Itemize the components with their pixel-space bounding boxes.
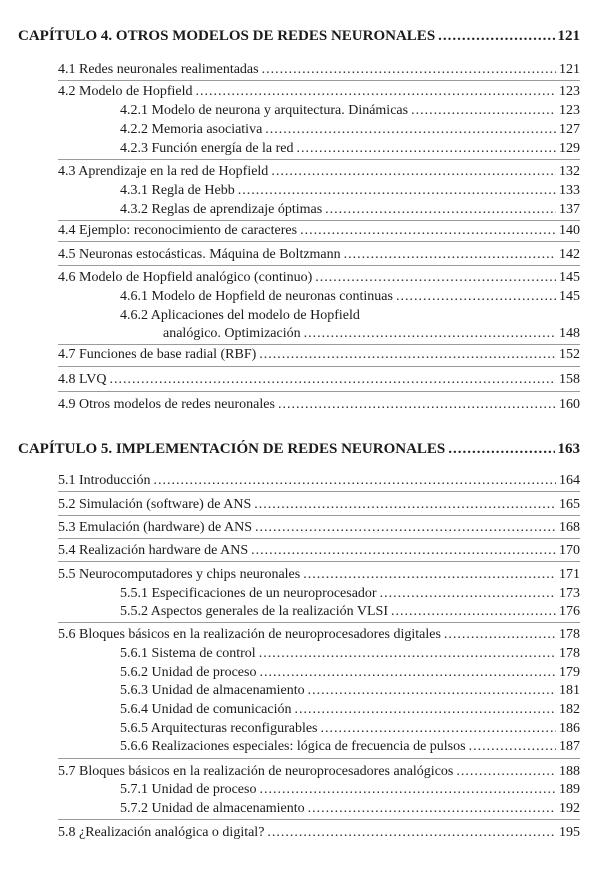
toc-entry-4-2[interactable]	[58, 83, 580, 101]
entry-title: 4.6.1 Modelo de Hopfield de neuronas continuas	[120, 289, 393, 304]
toc-entry-5-6-5[interactable]	[120, 720, 580, 738]
chapter-4-heading[interactable]	[18, 27, 580, 45]
page-number: 173	[559, 586, 580, 601]
entry-separator	[58, 515, 580, 516]
page-number: 152	[559, 347, 580, 362]
chapter-5-heading[interactable]	[18, 440, 580, 458]
page-number: 140	[559, 223, 580, 238]
dot-leader	[396, 288, 556, 306]
entry-title: 5.3 Emulación (hardware) de ANS	[58, 520, 252, 535]
dot-leader	[238, 182, 556, 200]
entry-title: 4.3.2 Reglas de aprendizaje óptimas	[120, 202, 323, 217]
entry-title: 5.6.4 Unidad de comunicación	[120, 702, 292, 717]
dot-leader	[303, 566, 556, 584]
page-number: 158	[559, 372, 580, 387]
toc-entry-4-3-2[interactable]	[120, 201, 580, 219]
entry-title: analógico. Optimización	[163, 326, 301, 341]
dot-leader	[456, 763, 556, 781]
toc-entry-5-8[interactable]	[58, 824, 580, 842]
entry-title: 5.7.2 Unidad de almacenamiento	[120, 801, 305, 816]
toc-entry-5-5-2[interactable]	[120, 603, 580, 621]
page-number: 123	[559, 84, 580, 99]
page-number: 123	[559, 103, 580, 118]
entry-title: 4.6 Modelo de Hopfield analógico (continuo)	[58, 270, 313, 285]
toc-entry-5-6-1[interactable]	[120, 645, 580, 663]
dot-leader	[300, 222, 556, 240]
page-number: 182	[559, 702, 580, 717]
page-number: 181	[559, 683, 580, 698]
dot-leader	[254, 496, 556, 514]
chapter-title: CAPÍTULO 5. IMPLEMENTACIÓN DE REDES NEURONALES	[18, 441, 446, 457]
entry-title: 5.6.2 Unidad de proceso	[120, 665, 257, 680]
entry-title: 5.7.1 Unidad de proceso	[120, 782, 257, 797]
entry-separator	[58, 366, 580, 367]
page-number: 188	[559, 764, 580, 779]
page-number: 187	[559, 739, 580, 754]
dot-leader	[304, 325, 556, 343]
dot-leader	[308, 800, 556, 818]
page-number: 186	[559, 721, 580, 736]
dot-leader	[251, 542, 556, 560]
toc-entry-5-2[interactable]	[58, 496, 580, 514]
dot-leader	[321, 720, 557, 738]
entry-title: 4.7 Funciones de base radial (RBF)	[58, 347, 257, 362]
page-number: 163	[557, 441, 580, 457]
entry-title: 4.2.3 Función energía de la red	[120, 141, 294, 156]
page-number: 132	[559, 164, 580, 179]
toc-entry-4-6-2-line2[interactable]	[163, 325, 580, 343]
dot-leader	[278, 396, 556, 414]
entry-title: 5.6.3 Unidad de almacenamiento	[120, 683, 305, 698]
page-number: 129	[559, 141, 580, 156]
entry-title: 5.2 Simulación (software) de ANS	[58, 497, 252, 512]
toc-entry-4-5[interactable]	[58, 246, 580, 264]
dot-leader	[448, 440, 554, 458]
dot-leader	[259, 346, 556, 364]
entry-title: 4.3 Aprendizaje en la red de Hopfield	[58, 164, 269, 179]
page-number: 121	[557, 28, 580, 44]
page-number: 165	[559, 497, 580, 512]
entry-title: 5.5 Neurocomputadores y chips neuronales	[58, 567, 301, 582]
dot-leader	[469, 738, 556, 756]
toc-entry-5-6-2[interactable]	[120, 664, 580, 682]
dot-leader	[154, 472, 556, 490]
entry-title: 4.5 Neuronas estocásticas. Máquina de Boltzmann	[58, 247, 341, 262]
entry-separator	[58, 758, 580, 759]
entry-separator	[58, 622, 580, 623]
page-number: 176	[559, 604, 580, 619]
entry-separator	[58, 80, 580, 81]
page-number: 133	[559, 183, 580, 198]
dot-leader	[262, 61, 556, 79]
page-number: 178	[559, 627, 580, 642]
page-number: 195	[559, 825, 580, 840]
entry-title: 5.8 ¿Realización analógica o digital?	[58, 825, 265, 840]
toc-entry-4-9[interactable]	[58, 396, 580, 414]
dot-leader	[259, 645, 556, 663]
dot-leader	[297, 140, 556, 158]
entry-title: 5.1 Introducción	[58, 473, 151, 488]
dot-leader	[325, 201, 556, 219]
entry-separator	[58, 344, 580, 345]
toc-entry-5-3[interactable]	[58, 519, 580, 537]
dot-leader	[110, 371, 557, 389]
page-number: 168	[559, 520, 580, 535]
entry-separator	[58, 491, 580, 492]
dot-leader	[344, 246, 556, 264]
toc-entry-4-7[interactable]	[58, 346, 580, 364]
dot-leader	[265, 121, 556, 139]
toc-entry-5-7-1[interactable]	[120, 781, 580, 799]
dot-leader	[411, 102, 556, 120]
toc-entry-4-6[interactable]	[58, 269, 580, 287]
entry-title: 5.5.2 Aspectos generales de la realización VLSI	[120, 604, 388, 619]
page-number: 192	[559, 801, 580, 816]
toc-entry-4-6-2-line1[interactable]	[120, 307, 360, 325]
toc-entry-5-5[interactable]	[58, 566, 580, 584]
toc-entry-5-6[interactable]	[58, 626, 580, 644]
toc-entry-5-6-4[interactable]	[120, 701, 580, 719]
toc-entry-4-3-1[interactable]	[120, 182, 580, 200]
entry-title: 4.2.2 Memoria asociativa	[120, 122, 263, 137]
dot-leader	[391, 603, 556, 621]
page-number: 137	[559, 202, 580, 217]
page-number: 145	[559, 270, 580, 285]
page-number: 178	[559, 646, 580, 661]
toc-entry-5-5-1[interactable]	[120, 585, 580, 603]
entry-separator	[58, 538, 580, 539]
dot-leader	[438, 27, 554, 45]
entry-title: 4.1 Redes neuronales realimentadas	[58, 62, 259, 77]
toc-entry-4-2-1[interactable]	[120, 102, 580, 120]
dot-leader	[308, 682, 556, 700]
entry-title: 4.6.2 Aplicaciones del modelo de Hopfield	[120, 308, 360, 323]
entry-title: 4.2 Modelo de Hopfield	[58, 84, 193, 99]
page-number: 189	[559, 782, 580, 797]
toc-entry-5-6-6[interactable]	[120, 738, 580, 756]
entry-title: 5.7 Bloques básicos en la realización de neuroprocesadores analógicos	[58, 764, 454, 779]
dot-leader	[315, 269, 556, 287]
page-number: 179	[559, 665, 580, 680]
entry-title: 5.6.1 Sistema de control	[120, 646, 256, 661]
entry-title: 5.5.1 Especificaciones de un neuroprocesador	[120, 586, 377, 601]
toc-entry-5-7[interactable]	[58, 763, 580, 781]
entry-title: 4.8 LVQ	[58, 372, 107, 387]
toc-entry-4-2-2[interactable]	[120, 121, 580, 139]
entry-title: 4.3.1 Regla de Hebb	[120, 183, 235, 198]
toc-entry-4-3[interactable]	[58, 163, 580, 181]
page-number: 170	[559, 543, 580, 558]
toc-entry-4-6-1[interactable]	[120, 288, 580, 306]
entry-separator	[58, 265, 580, 266]
dot-leader	[255, 519, 556, 537]
entry-separator	[58, 241, 580, 242]
entry-separator	[58, 391, 580, 392]
entry-title: 5.4 Realización hardware de ANS	[58, 543, 249, 558]
page-number: 145	[559, 289, 580, 304]
page-number: 160	[559, 397, 580, 412]
dot-leader	[267, 824, 556, 842]
entry-title: 4.9 Otros modelos de redes neuronales	[58, 397, 275, 412]
entry-title: 4.2.1 Modelo de neurona y arquitectura. Dinámicas	[120, 103, 409, 118]
entry-separator	[58, 819, 580, 820]
toc-entry-4-8[interactable]	[58, 371, 580, 389]
page-number: 171	[559, 567, 580, 582]
page-number: 164	[559, 473, 580, 488]
toc-entry-5-4[interactable]	[58, 542, 580, 560]
entry-title: 5.6 Bloques básicos en la realización de neuroprocesadores digitales	[58, 627, 441, 642]
toc-entry-4-4[interactable]	[58, 222, 580, 240]
toc-entry-5-6-3[interactable]	[120, 682, 580, 700]
entry-separator	[58, 159, 580, 160]
page-number: 121	[559, 62, 580, 77]
page-number: 148	[559, 326, 580, 341]
toc-entry-4-1[interactable]	[58, 61, 580, 79]
entry-title: 4.4 Ejemplo: reconocimiento de caracteres	[58, 223, 298, 238]
page-number: 127	[559, 122, 580, 137]
chapter-title: CAPÍTULO 4. OTROS MODELOS DE REDES NEURONALES	[18, 28, 436, 44]
toc-entry-4-2-3[interactable]	[120, 140, 580, 158]
entry-title: 5.6.5 Arquitecturas reconfigurables	[120, 721, 318, 736]
dot-leader	[259, 664, 556, 682]
dot-leader	[259, 781, 556, 799]
dot-leader	[380, 585, 556, 603]
entry-separator	[58, 220, 580, 221]
dot-leader	[196, 83, 556, 101]
entry-title: 5.6.6 Realizaciones especiales: lógica de frecuencia de pulsos	[120, 739, 466, 754]
dot-leader	[444, 626, 556, 644]
page-number: 142	[559, 247, 580, 262]
toc-entry-5-1[interactable]	[58, 472, 580, 490]
dot-leader	[294, 701, 556, 719]
toc-entry-5-7-2[interactable]	[120, 800, 580, 818]
dot-leader	[271, 163, 556, 181]
entry-separator	[58, 561, 580, 562]
